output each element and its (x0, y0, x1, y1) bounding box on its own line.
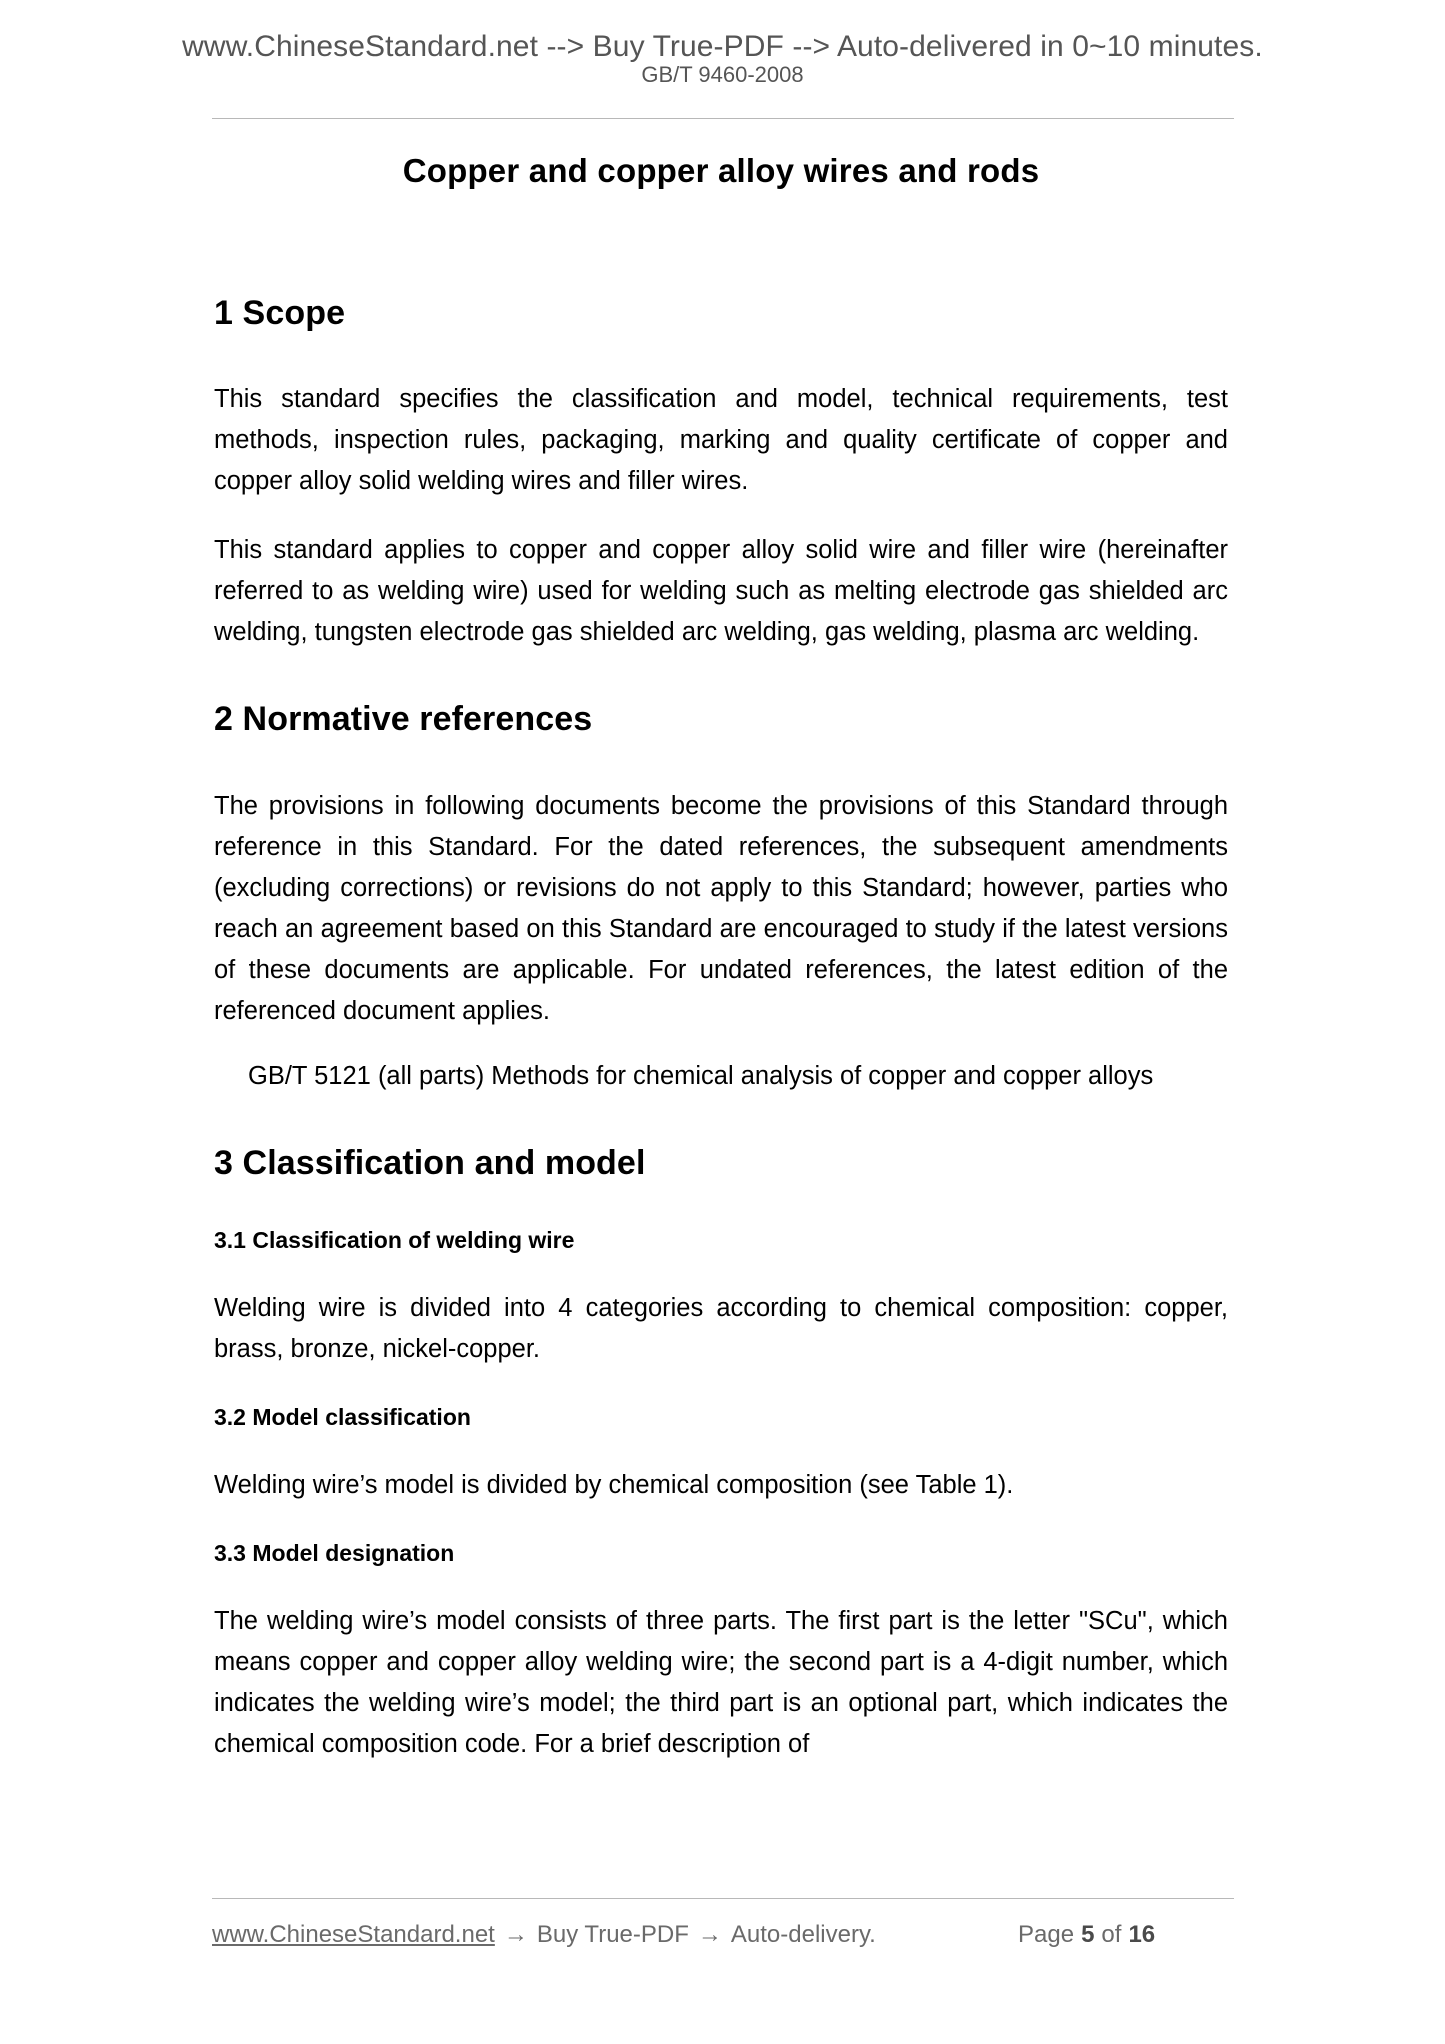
standard-code-label: GB/T 9460-2008 (641, 62, 804, 87)
footer-delivery-label: Auto-delivery. (730, 1921, 876, 1948)
page-indicator (1018, 1915, 1162, 1955)
right-arrow-icon-2: → (697, 1921, 722, 1948)
page-header (0, 0, 1445, 120)
footer-buy-label: Buy True-PDF (536, 1921, 689, 1948)
subsection-3-2-paragraph: Welding wire’s model is divided by chemical composition (see Table 1). (214, 1470, 1014, 1499)
spacer (214, 1032, 1228, 1056)
spacer (214, 653, 1228, 697)
footer-promo (212, 1921, 876, 1949)
subsection-3-3-paragraph: The welding wire’s model consists of three parts. The first part is the letter "SCu", which means copper and copper alloy welding wire; the second part is a 4-digit number, which indicates the welding wire’s model; the third part is an optional part, which indicates the chemical composition code. For a brief description of (214, 1606, 1228, 1758)
spacer (214, 1569, 1228, 1601)
spacer (214, 502, 1228, 530)
spacer (214, 1097, 1228, 1141)
promo-banner-text: www.ChineseStandard.net --> Buy True-PDF --> Auto-delivered in 0~10 minutes. (182, 30, 1263, 63)
section-heading-normative-references: 2 Normative references (214, 700, 593, 739)
right-arrow-icon: → (503, 1921, 528, 1948)
page-word-label: Page (1018, 1921, 1075, 1948)
subsection-heading-3-2: 3.2 Model classification (214, 1403, 471, 1430)
spacer (214, 1256, 1228, 1288)
scope-paragraph-2: This standard applies to copper and copper alloy solid wire and filler wire (hereinafter referred to as welding wire) used for welding such as melting electrode gas shielded arc welding, tungsten electrode gas shielded arc welding, gas welding, plasma arc welding. (214, 536, 1228, 647)
of-word-label: of (1101, 1921, 1122, 1948)
total-page-number: 16 (1128, 1921, 1156, 1948)
footer-site-link[interactable]: www.ChineseStandard.net (212, 1921, 495, 1948)
normative-reference-item-gbt5121: GB/T 5121 (all parts) Methods for chemical analysis of copper and copper alloys (248, 1061, 1154, 1090)
document-body (214, 150, 1228, 1765)
spacer (214, 1433, 1228, 1465)
spacer (214, 335, 1228, 379)
spacer (214, 1370, 1228, 1402)
subsection-3-1-paragraph: Welding wire is divided into 4 categories according to chemical composition: copper, brass, bronze, nickel-copper. (214, 1293, 1228, 1363)
current-page-number: 5 (1081, 1921, 1095, 1948)
spacer (214, 1506, 1228, 1538)
header-divider (212, 118, 1234, 119)
title-spacer (214, 191, 1228, 291)
normative-references-paragraph-1: The provisions in following documents become the provisions of this Standard through reference in this Standard. For the dated references, the subsequent amendments (excluding corrections) or revisions do not apply to this Standard; however, parties who reach an agreement based on this Standard are encouraged to study if the latest versions of these documents are applicable. For undated references, the latest edition of the referenced document applies. (214, 791, 1228, 1025)
page-footer (212, 1915, 1234, 1955)
footer-divider (212, 1898, 1234, 1899)
subsection-heading-3-1: 3.1 Classification of welding wire (214, 1226, 575, 1253)
page-title: Copper and copper alloy wires and rods (402, 152, 1040, 189)
subsection-heading-3-3: 3.3 Model designation (214, 1539, 455, 1566)
spacer (214, 1185, 1228, 1225)
scope-paragraph-1: This standard specifies the classification and model, technical requirements, test methods, inspection rules, packaging, marking and quality certificate of copper and copper alloy solid welding wires and filler wires. (214, 385, 1228, 496)
spacer (214, 742, 1228, 786)
section-heading-classification-and-model: 3 Classification and model (214, 1143, 646, 1182)
section-heading-scope: 1 Scope (214, 294, 346, 333)
